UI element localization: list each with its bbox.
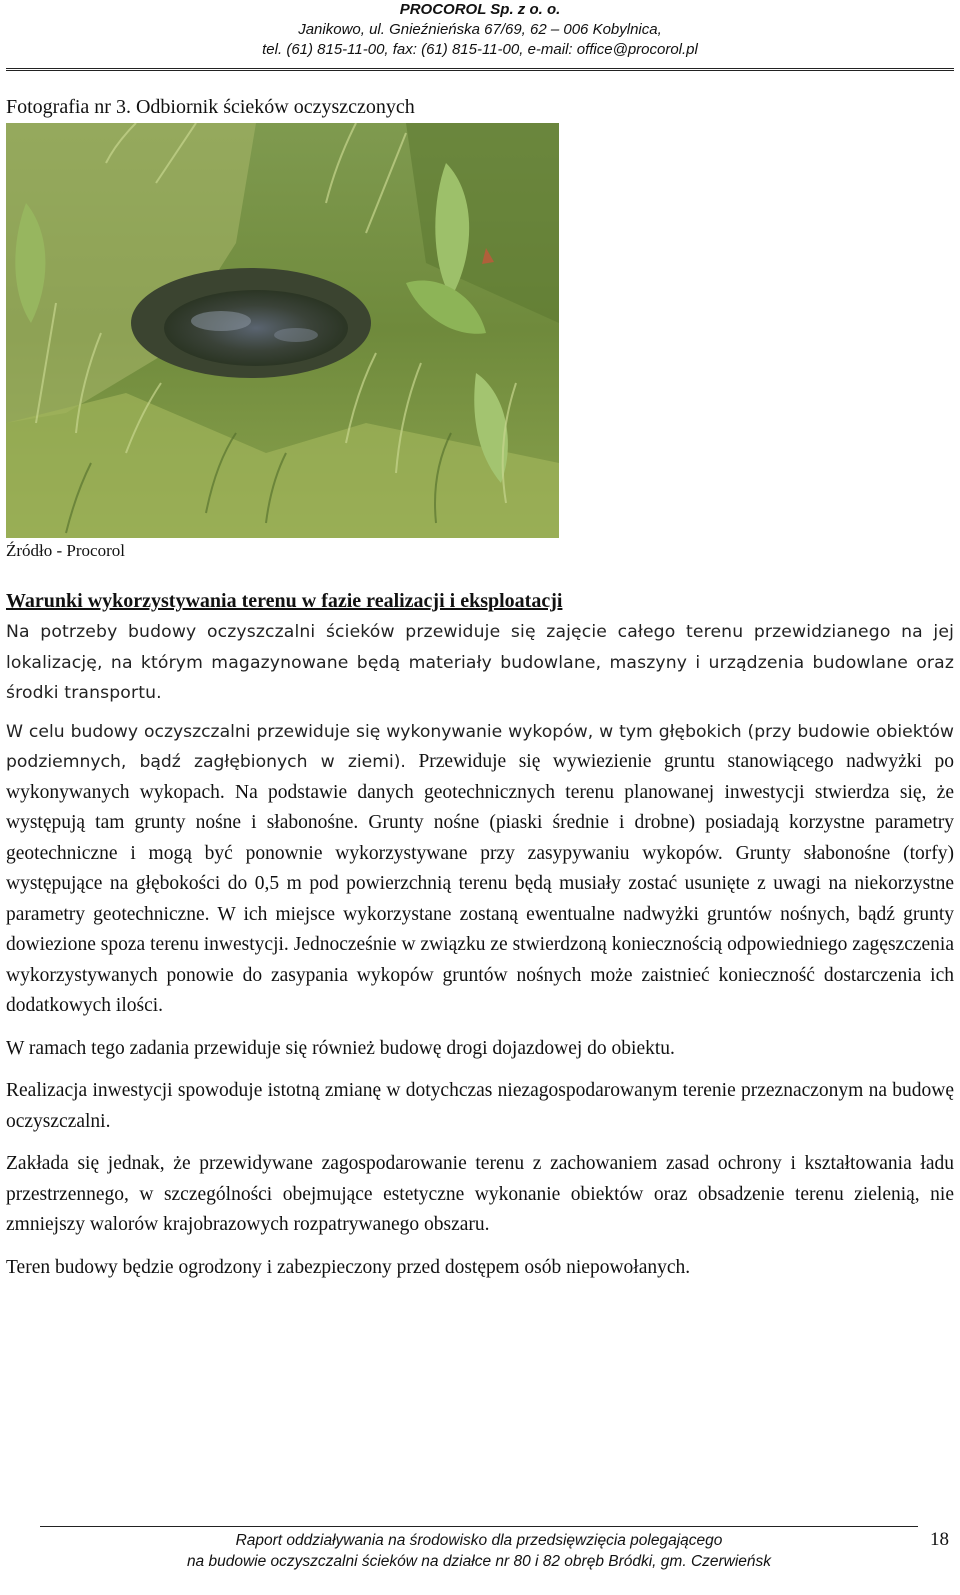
photo-wastewater-receiver <box>6 123 559 538</box>
photo-caption: Fotografia nr 3. Odbiornik ścieków oczyszczonych <box>6 96 415 118</box>
paragraph-excavation-part2: Przewiduje się wywiezienie gruntu stanowiącego nadwyżki po wykonywanych wykopach. Na podstawie danych geotechnicznych terenu planowanej inwestycji stwierdza się, że występują tam grunty nośne i słabonośne. <box>6 751 954 833</box>
paragraph-fencing: Teren budowy będzie ogrodzony i zabezpieczony przed dostępem osób niepowołanych. <box>6 1256 691 1278</box>
footer-line-2: na budowie oczyszczalni ścieków na działce nr 80 i 82 obręb Bródki, gm. Czerwieńsk <box>186 1553 772 1570</box>
page-header <box>0 0 960 70</box>
footer-line-1: Raport oddziaływania na środowisko dla przedsięwzięcia polegającego <box>235 1532 723 1549</box>
company-address: Janikowo, ul. Gnieźnieńska 67/69, 62 – 006 Kobylnica, <box>298 21 662 38</box>
page-number: 18 <box>930 1529 949 1550</box>
company-name: PROCOROL Sp. z o. o. <box>399 1 561 18</box>
page-footer <box>40 1530 918 1572</box>
paragraph-access-road: W ramach tego zadania przewiduje się również budowę drogi dojazdowej do obiektu. <box>6 1037 675 1059</box>
header-divider <box>6 68 954 71</box>
section-content <box>6 588 954 1283</box>
paragraph-land-change: Realizacja inwestycji spowoduje istotną zmianę w dotychczas niezagospodarowanym terenie przeznaczonym na budowę oczyszczalni. <box>6 1080 954 1132</box>
paragraph-landscape: Zakłada się jednak, że przewidywane zagospodarowanie terenu z zachowaniem zasad ochrony i kształtowania ładu przestrzennego, w szczególności obejmujące estetyczne wykonanie obiektów oraz obsadzenie terenu zielenią, nie zmniejszy walorów krajobrazowych rozpatrywanego obszaru. <box>6 1153 954 1235</box>
photo-source: Źródło - Procorol <box>6 541 125 560</box>
paragraph-excavation-part3: Grunty nośne (piaski średnie i drobne) posiadają korzystne parametry geotechniczne i mogą być ponownie wykorzystywane przy zasypywaniu wykopów. Grunty słabonośne (torfy) występujące na głębokości do 0,5 m pod powierzchnią terenu będą musiały zostać usunięte z uwagi na niekorzystne parametry geotechniczne. W ich miejsce wykorzystane zostaną ewentualne nadwyżki gruntów nośnych, bądź grunty dowiezione spoza terenu inwestycji. Jednocześnie w związku ze stwierdzoną koniecznością odpowiedniego zagęszczenia wykorzystywanych ponowie do zasypania wykopów gruntów nośnych może zaistnieć konieczność dostarczenia ich dodatkowych ilości. <box>6 812 954 1016</box>
company-contact: tel. (61) 815-11-00, fax: (61) 815-11-00, e-mail: office@procorol.pl <box>262 41 698 58</box>
paragraph-excavation-part1: W celu budowy oczyszczalni przewiduje się wykonywanie wykopów, w tym głębokich (przy budowie obiektów podziemnych, bądź zagłębionych w ziemi). <box>6 721 954 772</box>
section-heading: Warunki wykorzystywania terenu w fazie realizacji i eksploatacji <box>6 590 563 612</box>
footer-divider <box>40 1526 918 1527</box>
paragraph-site-use: Na potrzeby budowy oczyszczalni ścieków przewiduje się zajęcie całego terenu przewidzianego na jej lokalizację, na którym magazynowane będą materiały budowlane, maszyny i urządzenia budowlane oraz środki transportu. <box>6 622 954 703</box>
paragraph-excavation <box>6 717 954 1022</box>
